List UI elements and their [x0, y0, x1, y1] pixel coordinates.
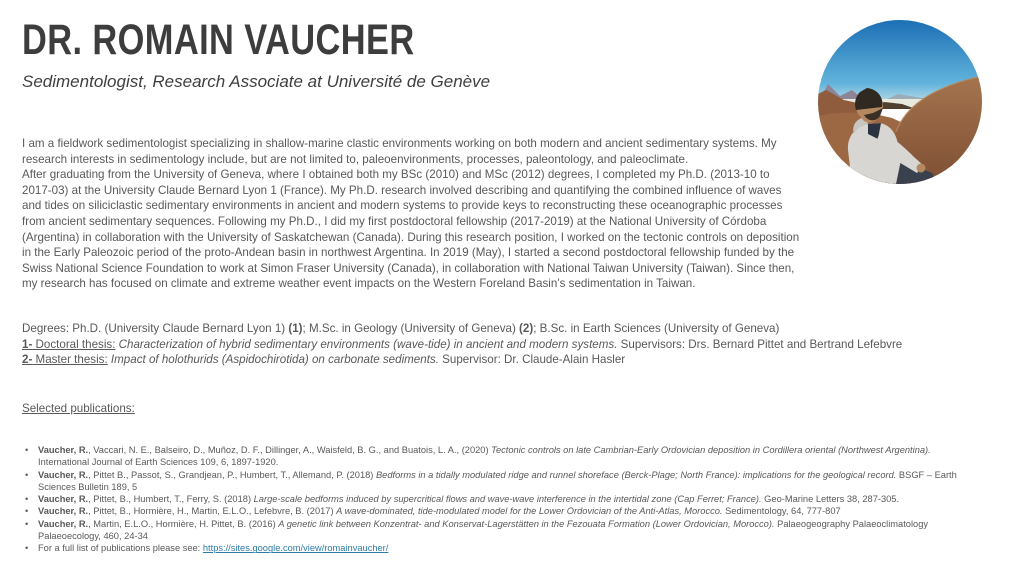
bullet-icon: •	[25, 543, 29, 554]
bullet-icon: •	[25, 445, 29, 455]
publication-item: • Vaucher, R., Pittet B., Passot, S., Grandjean, P., Humbert, T., Allemand, P. (2018) Bedforms in a tidally modulated ridge and runnel shoreface (Berck-Plage; North France): implications for the geological record. BSGF – Earth Sciences Bulletin 189, 5	[25, 469, 957, 492]
bullet-icon: •	[25, 506, 29, 517]
bullet-icon: •	[25, 518, 29, 529]
selected-publications-heading: Selected publications:	[22, 402, 135, 415]
publications-section	[22, 444, 974, 555]
page-title: DR. ROMAIN VAUCHER	[22, 16, 415, 64]
master-thesis-line: 2- Master thesis: Impact of holothurids (Aspidochirotida) on carbonate sediments. Supervisor: Dr. Claude-Alain Hasler	[22, 353, 626, 367]
publications-list	[22, 444, 974, 555]
doctoral-thesis-line: 1- Doctoral thesis: Characterization of hybrid sedimentary environments (wave-tide) in ancient and modern systems. Supervisors: Drs. Bernard Pittet and Bertrand Lefebvre	[22, 337, 903, 351]
full-publication-list-item: • For a full list of publications please see: https://sites.google.com/view/romainvaucher/	[25, 543, 389, 554]
bullet-icon: •	[25, 469, 29, 480]
publication-item: • Vaucher, R., Vaccari, N. E., Balseiro, D., Muñoz, D. F., Dillinger, A., Waisfeld, B. G., and Buatois, L. A., (2020) Tectonic controls on late Cambrian-Early Ordovician deposition in Cordillera oriental (Northwest Argentina). International Journal of Earth Sciences 109, 6, 1897-1920.	[25, 445, 931, 468]
profile-photo	[818, 20, 982, 184]
page-subtitle: Sedimentologist, Research Associate at Université de Genève	[22, 72, 491, 91]
publication-item: • Vaucher, R., Pittet, B., Humbert, T., Ferry, S. (2018) Large-scale bedforms induced by supercritical flows and wave-wave interference in the intertidal zone (Cap Ferret; France). Geo-Marine Letters 38, 287-305.	[25, 494, 900, 505]
bio-paragraph-2: After graduating from the University of Geneva, where I obtained both my BSc (2010) and MSc (2012) degrees, I completed my Ph.D. (2013-10 to 2017-03) at the University Claude Bernard Lyon 1 (France). My Ph.D. research involved describing and quantifying the combined influence of waves and tides on siliciclastic sedimentary environments in ancient and modern systems to provide keys to reconstructing these oceanographic processes from ancient sedimentary sequences. Following my Ph.D., I did my first postdoctoral fellowship (2017-2019) at the National University of Córdoba (Argentina) in collaboration with the University of Saskatchewan (Canada). During this research position, I worked on the tectonic controls on deposition in the Early Paleozoic period of the proto-Andean basin in northwest Argentina. In 2019 (May), I started a second postdoctoral fellowship funded by the Swiss National Science Foundation to work at Simon Fraser University (Canada), in collaboration with National Taiwan University (Taiwan). Since then, my research has focused on climate and extreme weather event impacts on the Western Foreland Basin’s sedimentation in Taiwan.	[22, 168, 800, 291]
degrees-line: Degrees: Ph.D. (University Claude Bernard Lyon 1) (1); M.Sc. in Geology (University of Geneva) (2); B.Sc. in Earth Sciences (University of Geneva)	[22, 322, 780, 335]
full-publication-list-link[interactable]: https://sites.google.com/view/romainvaucher/	[202, 543, 389, 554]
publication-item: • Vaucher, R., Pittet, B., Hormière, H., Martin, E.L.O., Lefebvre, B. (2017) A wave-dominated, tide-modulated model for the Lower Ordovician of the Anti-Atlas, Morocco. Sedimentology, 64, 777-807	[25, 506, 841, 517]
publication-item: • Vaucher, R., Martin, E.L.O., Hormière, H. Pittet, B. (2016) A genetic link between Konzentrat- and Konservat-Lagerstätten in the Fezouata Formation (Lower Ordovician, Morocco). Palaeogeography Palaeoclimatology Palaeoecology, 460, 24-34	[25, 518, 929, 542]
bio-paragraph-1: I am a fieldwork sedimentologist specializing in shallow-marine clastic environments working on both modern and ancient sedimentary systems. My research interests in sedimentology include, but are not limited to, paleoenvironments, processes, paleontology, and paleoclimate.	[22, 137, 777, 166]
bullet-icon: •	[25, 494, 29, 505]
degrees-section	[22, 321, 974, 368]
desert-portrait-illustration	[818, 20, 982, 184]
bio-text	[22, 136, 802, 292]
